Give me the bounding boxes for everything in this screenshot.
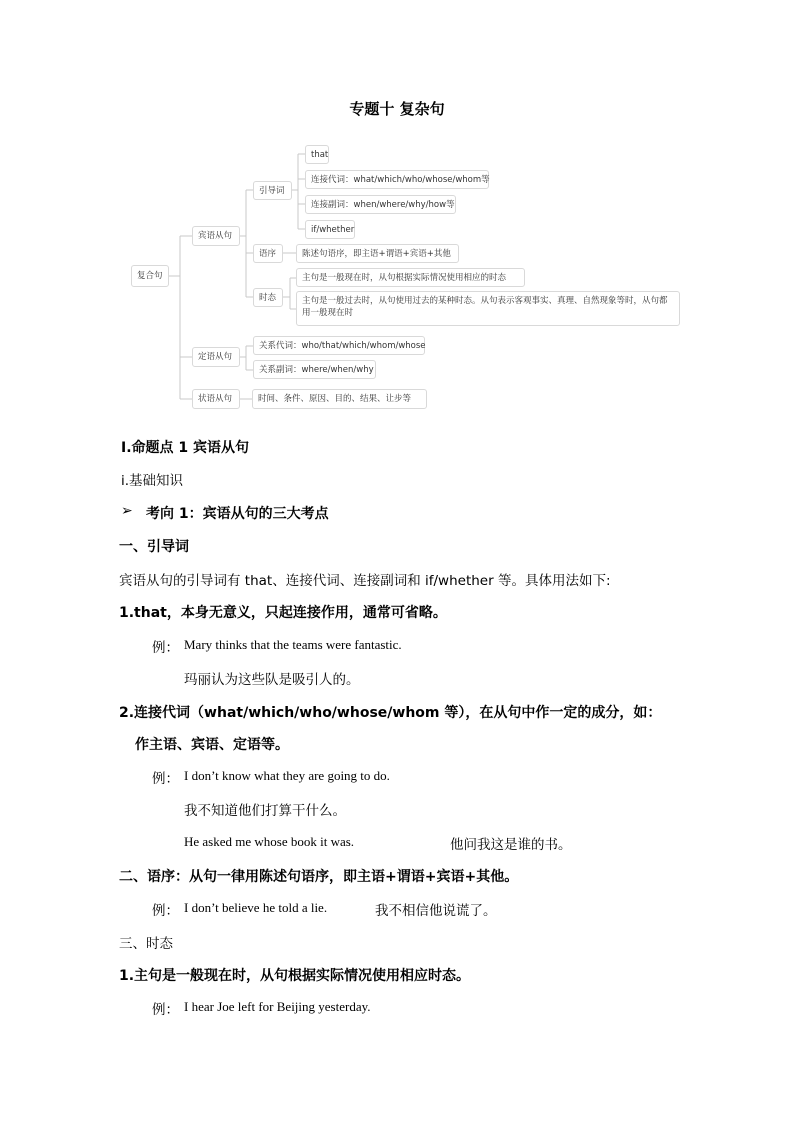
example-label: 例： (152, 903, 179, 919)
bullet-arrow-icon: ➢ (121, 503, 133, 519)
subsection-heading: ⅰ.基础知识 (121, 473, 184, 489)
mindmap-branch-adverbial-clause: 状语从句 (192, 389, 240, 409)
mindmap-leaf-tense-present: 主句是一般现在时，从句根据实际情况使用相应的时态 (296, 268, 525, 287)
mindmap-node-tense: 时态 (253, 288, 283, 307)
heading-tense: 三、时态 (119, 936, 173, 952)
example-label: 例： (152, 771, 179, 787)
mindmap-leaf-adverbial-types: 时间、条件、原因、目的、结果、让步等 (252, 389, 427, 409)
example-2-en: I don’t know what they are going to do. (184, 768, 390, 783)
mindmap-leaf-if-whether: if/whether (305, 220, 355, 239)
point-tense-present: 1.主句是一般现在时，从句根据实际情况使用相应时态。 (119, 968, 471, 984)
mindmap-leaf-connective-adverbs: 连接副词：when/where/why/how等 (305, 195, 456, 214)
paragraph-introducers: 宾语从句的引导词有 that、连接代词、连接副词和 if/whether 等。具体用法如下: (119, 573, 611, 589)
mindmap-leaf-relative-adverbs: 关系副词：where/when/why (253, 360, 376, 379)
mindmap-leaf-that: that (305, 145, 329, 164)
heading-word-order: 二、语序：从句一律用陈述句语序，即主语+谓语+宾语+其他。 (119, 869, 519, 885)
example-label: 例： (152, 640, 179, 656)
point-connective-pronouns: 2.连接代词（what/which/who/whose/whom 等），在从句中作一定的成分，如： (119, 705, 662, 721)
page-title: 专题十 复杂句 (349, 100, 445, 118)
example-4-en: I don’t believe he told a lie. (184, 900, 328, 915)
mindmap-root: 复合句 (131, 265, 169, 287)
example-5-en: I hear Joe left for Beijing yesterday. (184, 999, 371, 1014)
example-4-cn: 我不相信他说谎了。 (375, 903, 497, 919)
mindmap-leaf-tense-past: 主句是一般过去时，从句使用过去的某种时态。从句表示客观事实、真理、自然现象等时，从句都用一般现在时 (296, 291, 680, 326)
section-heading: Ⅰ.命题点 1 宾语从句 (121, 440, 250, 456)
example-1-en: Mary thinks that the teams were fantastic. (184, 637, 402, 652)
mindmap-node-introducers: 引导词 (253, 181, 292, 200)
example-label: 例： (152, 1002, 179, 1018)
example-1-cn: 玛丽认为这些队是吸引人的。 (184, 672, 360, 688)
example-3-cn: 他问我这是谁的书。 (450, 837, 572, 853)
point-connective-pronouns-cont: 作主语、宾语、定语等。 (135, 737, 289, 753)
mindmap-node-word-order: 语序 (253, 244, 283, 263)
topic-heading: 考向 1：宾语从句的三大考点 (146, 506, 329, 522)
mindmap-leaf-connective-pronouns: 连接代词：what/which/who/whose/whom等 (305, 170, 489, 189)
point-that: 1.that，本身无意义，只起连接作用，通常可省略。 (119, 605, 447, 621)
heading-introducers: 一、引导词 (119, 539, 189, 555)
example-3-en: He asked me whose book it was. (184, 834, 355, 849)
mindmap-leaf-relative-pronouns: 关系代词：who/that/which/whom/whose (253, 336, 425, 355)
mindmap-branch-attributive-clause: 定语从句 (192, 347, 240, 367)
mindmap-leaf-word-order: 陈述句语序，即主语+谓语+宾语+其他 (296, 244, 459, 263)
example-2-cn: 我不知道他们打算干什么。 (184, 803, 346, 819)
mindmap-branch-object-clause: 宾语从句 (192, 226, 240, 246)
